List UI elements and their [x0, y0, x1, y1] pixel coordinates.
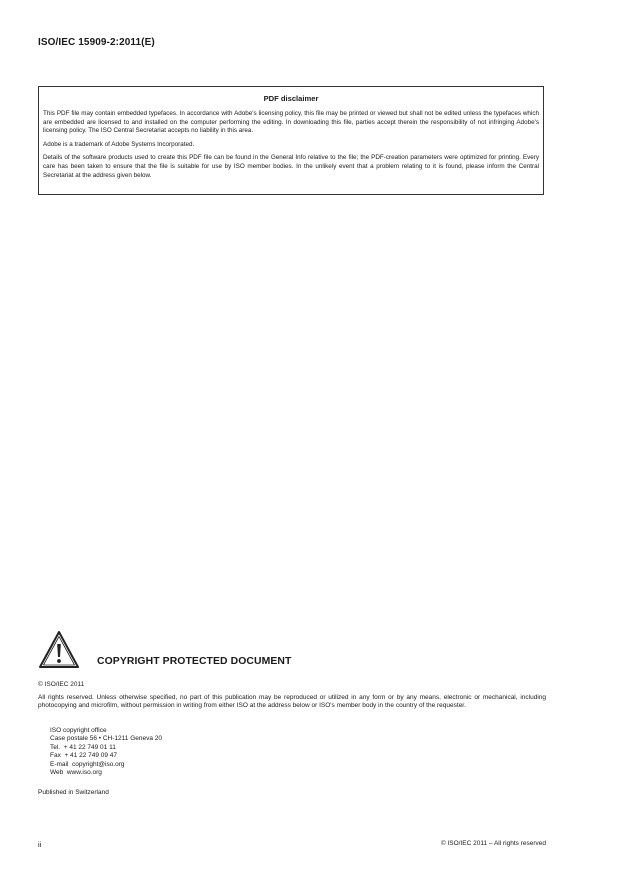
page-number: ii	[38, 840, 42, 849]
address-email: E-mail copyright@iso.org	[50, 760, 125, 768]
copyright-year: © ISO/IEC 2011	[38, 681, 85, 688]
rights-reserved-text: All rights reserved. Unless otherwise specified, no part of this publication may be reproduced or utilized in any form or by any means, electronic or mechanical, including photocopying and microfilm, without permission in writing from either ISO at the address below or ISO's member body in the country of the requester.	[38, 694, 546, 710]
address-fax: Fax + 41 22 749 09 47	[50, 752, 118, 760]
copyright-heading: COPYRIGHT PROTECTED DOCUMENT	[97, 656, 292, 667]
document-id: ISO/IEC 15909-2:2011(E)	[38, 37, 155, 48]
disclaimer-paragraph-typefaces: This PDF file may contain embedded typefaces. In accordance with Adobe's licensing policy, this file may be printed or viewed but shall not be edited unless the typefaces which are embedded are licensed to and installed on the computer performing the editing. In downloading this file, parties accept therein the responsibility of not infringing Adobe's licensing policy. The ISO Central Secretariat accepts no liability in this area.	[43, 110, 539, 135]
disclaimer-paragraph-trademark: Adobe is a trademark of Adobe Systems Incorporated.	[43, 140, 195, 148]
warning-triangle-icon	[38, 630, 80, 670]
disclaimer-title: PDF disclaimer	[263, 94, 319, 103]
disclaimer-paragraph-details: Details of the software products used to create this PDF file can be found in the General Info relative to the file; the PDF-creation parameters were optimized for printing. Every care has been taken to ensure that the file is suitable for use by ISO member bodies. In the unlikely event that a problem relating to it is found, please inform the Central Secretariat at the address given below.	[43, 154, 539, 179]
address-office: ISO copyright office	[50, 727, 107, 734]
pdf-disclaimer-box	[38, 86, 544, 195]
address-tel: Tel. + 41 22 749 01 11	[50, 743, 116, 751]
address-web: Web www.iso.org	[50, 769, 102, 777]
iso-address-block	[50, 727, 162, 777]
footer-copyright: © ISO/IEC 2011 – All rights reserved	[440, 840, 546, 847]
address-postal: Case postale 56 • CH-1211 Geneva 20	[50, 735, 163, 743]
published-location: Published in Switzerland	[38, 789, 109, 796]
